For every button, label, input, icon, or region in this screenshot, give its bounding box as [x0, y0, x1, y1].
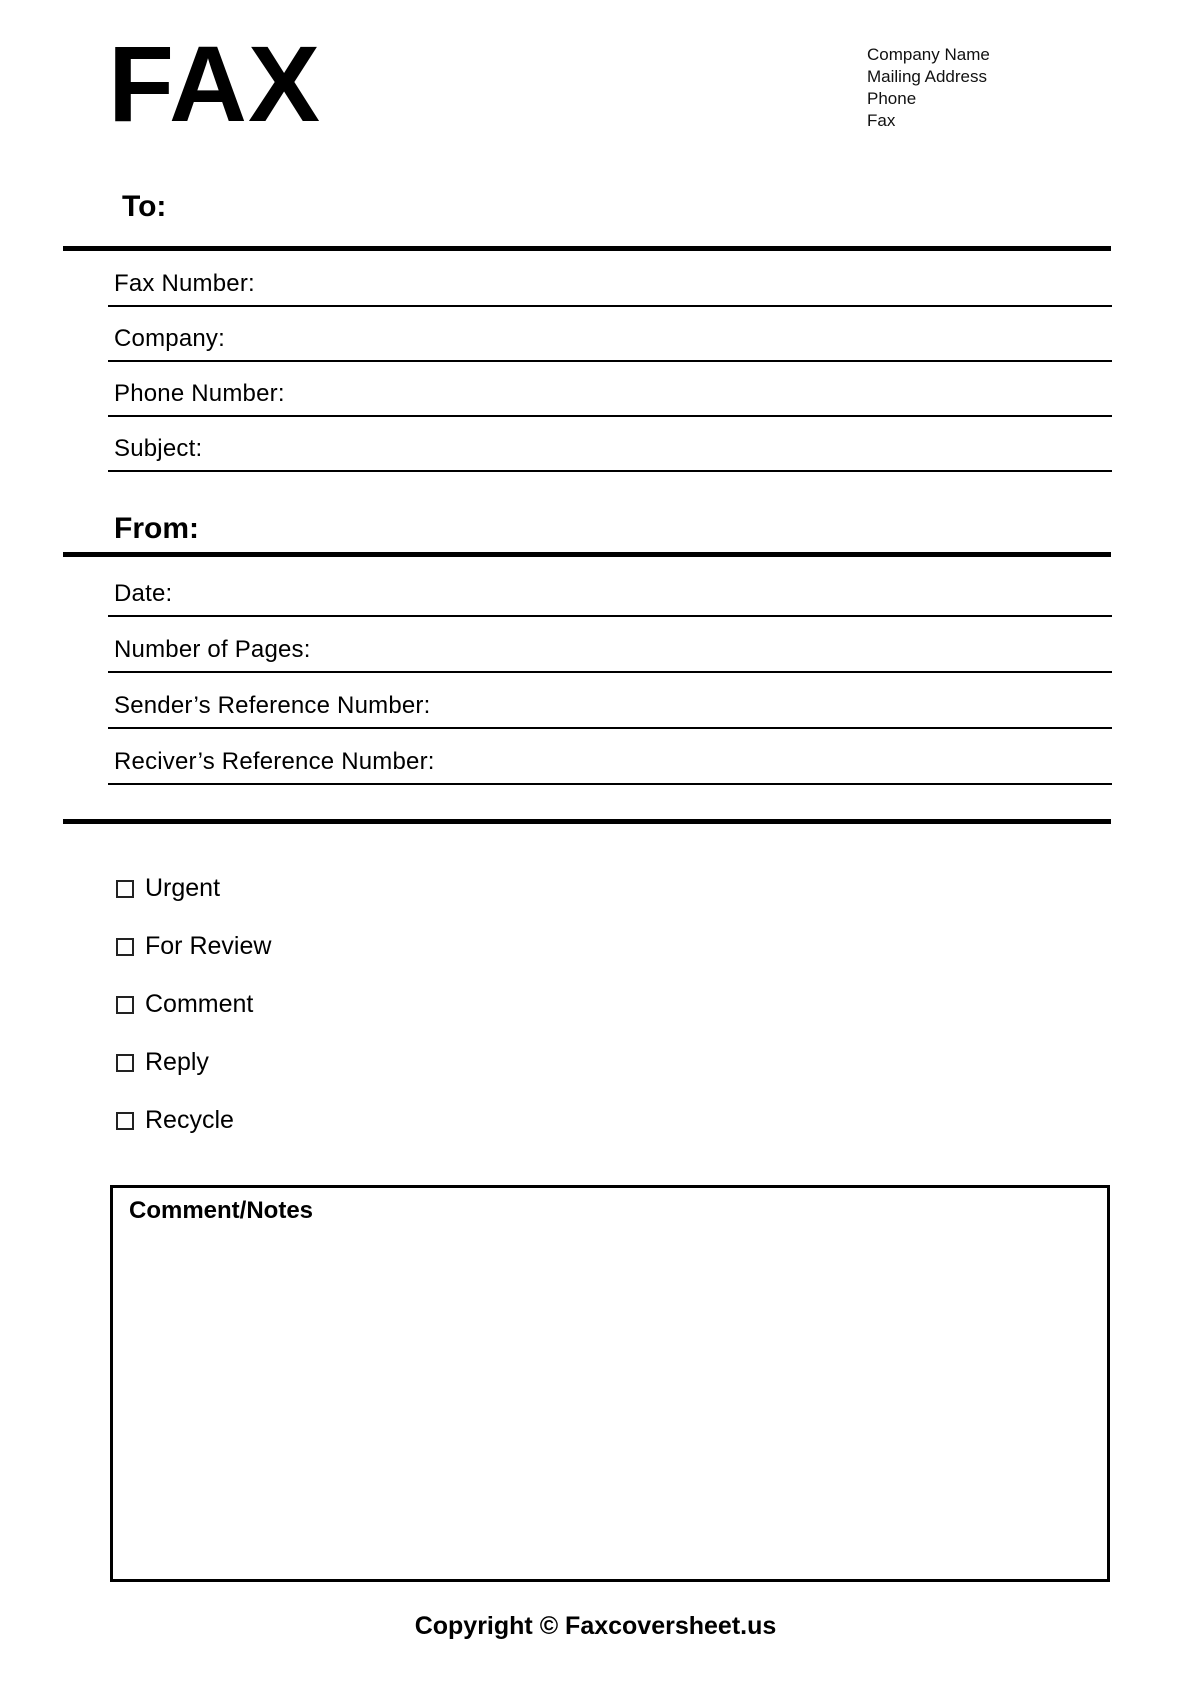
- reply-label: Reply: [145, 1047, 209, 1076]
- phone-line: Phone: [867, 89, 917, 108]
- phone-number-field[interactable]: [108, 367, 1112, 417]
- company-field[interactable]: [108, 312, 1112, 362]
- for-review-checkbox[interactable]: [116, 938, 134, 956]
- company-info-block: [867, 44, 990, 132]
- sender-reference-number-field[interactable]: [108, 679, 1112, 729]
- fax-logo: FAX: [108, 23, 322, 144]
- urgent-label: Urgent: [145, 873, 221, 902]
- fax-line: Fax: [867, 111, 896, 130]
- fax-number-label: Fax Number:: [114, 270, 255, 297]
- phone-number-label: Phone Number:: [114, 380, 285, 407]
- comment-checkbox[interactable]: [116, 996, 134, 1014]
- recycle-label: Recycle: [145, 1105, 234, 1134]
- recycle-checkbox[interactable]: [116, 1112, 134, 1130]
- number-of-pages-field[interactable]: [108, 623, 1112, 673]
- subject-field[interactable]: [108, 422, 1112, 472]
- mailing-address-line: Mailing Address: [867, 67, 988, 86]
- company-label: Company:: [114, 325, 225, 352]
- date-label: Date:: [114, 580, 173, 607]
- for-review-option: [116, 932, 271, 962]
- reply-checkbox[interactable]: [116, 1054, 134, 1072]
- from-section-divider: [63, 552, 1111, 557]
- fax-number-field[interactable]: [108, 257, 1112, 307]
- for-review-label: For Review: [145, 931, 272, 960]
- sender-reference-number-label: Sender’s Reference Number:: [114, 692, 431, 719]
- comment-label: Comment: [145, 989, 254, 1018]
- to-section-heading: To:: [122, 190, 167, 223]
- comments-notes-box[interactable]: [110, 1185, 1110, 1582]
- number-of-pages-label: Number of Pages:: [114, 636, 311, 663]
- copyright-text: Copyright © Faxcoversheet.us: [414, 1612, 777, 1640]
- recycle-option: [116, 1106, 234, 1136]
- bottom-section-divider: [63, 819, 1111, 824]
- to-section-divider: [63, 246, 1111, 251]
- company-name-line: Company Name: [867, 45, 990, 64]
- urgent-option: [116, 874, 220, 904]
- from-section-heading: From:: [114, 512, 199, 545]
- reply-option: [116, 1048, 209, 1078]
- receiver-reference-number-field[interactable]: [108, 735, 1112, 785]
- comment-option: [116, 990, 253, 1020]
- subject-label: Subject:: [114, 435, 203, 462]
- urgent-checkbox[interactable]: [116, 880, 134, 898]
- comments-notes-title: Comment/Notes: [129, 1197, 314, 1224]
- date-field[interactable]: [108, 567, 1112, 617]
- receiver-reference-number-label: Reciver’s Reference Number:: [114, 748, 435, 775]
